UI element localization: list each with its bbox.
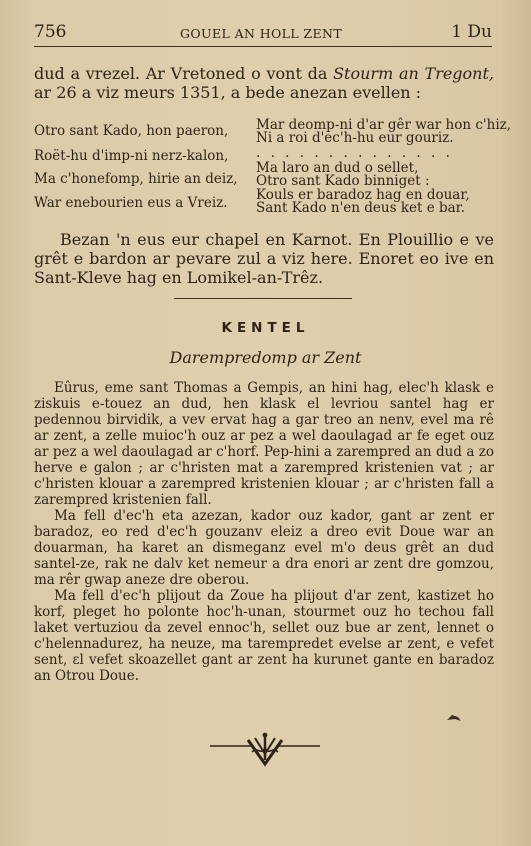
verse-line: Otro sant Kado, hon paeron, xyxy=(34,123,229,139)
lesson-paragraph: Eûrus, eme sant Thomas a Gempis, an hini hag, elec'h klask e ziskuis e-touez an dud, hen klask el levriou santel hag er pedennou birvidik, a vev ervat hag a gar treo an nenv, evel ma rê ar zent, a zelle muioc'h ouz ar pez a wel daoulagad ar fe eget ouz ar pez a wel daoulagad ar c'horf. Pep-hini a zarempred an dud a zo herve e galon ; ar c'hristen mat a zarempred kristenien vat ; ar c'hristen klouar a zarempred kristenien klouar ; ar c'hristen fall a zarempred kristenien fall. xyxy=(34,380,494,508)
header-rule xyxy=(34,46,492,47)
verse-line: Sant Kado n'en deus ket e bar. xyxy=(256,200,465,216)
month-label: 1 Du xyxy=(451,22,492,42)
section-subtitle: Darempredomp ar Zent xyxy=(169,348,362,367)
lesson-text xyxy=(34,380,494,684)
verse-line: Ma c'honefomp, hirie an deiz, xyxy=(34,171,238,187)
intro-paragraph: dud a vrezel. Ar Vretoned o vont da Stourm an Tregont, ar 26 a viz meurs 1351, a bede anezan evellen : xyxy=(34,64,495,102)
running-title: GOUEL AN HOLL ZENT xyxy=(180,26,343,41)
fleuron-ornament-icon xyxy=(208,730,322,770)
verse-line: Ni a roi d'ec'h-hu eur gouriz. xyxy=(256,130,454,146)
page-header xyxy=(34,22,492,46)
lesson-paragraph: Ma fell d'ec'h eta azezan, kador ouz kador, gant ar zent er baradoz, eo red d'ec'h gouzanv eleiz a dreo evit Doue war an douarman, ha karet an dismeganz evel m'o deus grêt an dud santel-ze, rak ne dalv ket nemeur a dra enori ar zent dre gomzou, ma rêr gwap aneze dre oberou. xyxy=(34,508,494,588)
intro-italic: Stourm an Tregont, xyxy=(333,64,495,83)
section-title: KENTEL xyxy=(221,320,310,336)
verse-ellipsis: . . . . . . . . . . . . . . xyxy=(256,145,453,161)
verse-line: Ma laro an dud o sellet, xyxy=(256,160,419,176)
lesson-paragraph: Ma fell d'ec'h plijout da Zoue ha plijout d'ar zent, kastizet ho korf, pleget ho polonte hoc'h-unan, stourmet ouz ho techou fall laket vertuziou da zevel ennoc'h, sellet ouz bue ar zent, lennet o c'helennadurez, ha neuze, ma tarempredet evelse ar zent, e vefet sent, ɛl vefet skoazellet gant ar zent ha kurunet gante en baradoz an Otrou Doue. xyxy=(34,588,494,684)
verse-line: Mar deomp-ni d'ar gêr war hon c'hiz, xyxy=(256,117,512,133)
verse-line: Otro sant Kado binniget : xyxy=(256,173,430,189)
verse-line: Kouls er baradoz hag en douar, xyxy=(256,187,470,203)
chapel-paragraph: Bezan 'n eus eur chapel en Karnot. En Plouillio e ve grêt e bardon ar pevare zul a viz here. Enoret eo ive en Sant-Kleve hag en Lomikel-an-Trêz. xyxy=(34,230,494,287)
ink-mark-icon xyxy=(446,711,462,723)
verse-line: Roët-hu d'imp-ni nerz-kalon, xyxy=(34,148,229,164)
section-divider xyxy=(174,298,352,299)
page-number: 756 xyxy=(34,22,67,42)
verse-line: War enebourien eus a Vreiz. xyxy=(34,195,228,211)
